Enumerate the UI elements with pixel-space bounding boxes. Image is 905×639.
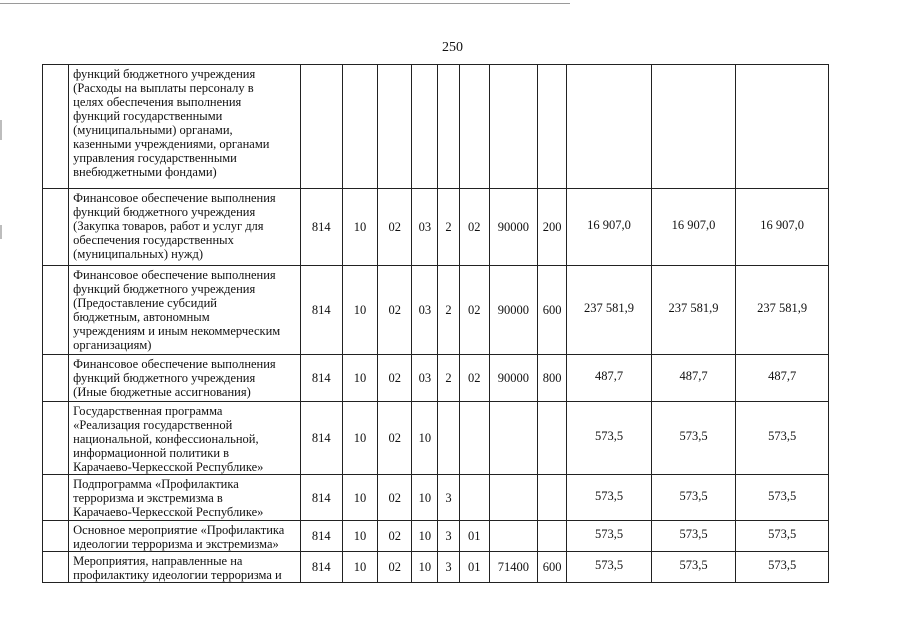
- amount-year1-cell: 573,5: [567, 552, 652, 583]
- grbs-cell: 814: [300, 355, 342, 402]
- grbs-cell: [300, 65, 342, 189]
- section-cell: 10: [342, 402, 377, 475]
- amount-year3-cell: 573,5: [736, 521, 829, 552]
- description-line: учреждениям и иным некоммерческим: [73, 324, 281, 338]
- grbs-cell: 814: [300, 402, 342, 475]
- section-cell: 10: [342, 266, 377, 355]
- amount-year3-cell: 16 907,0: [736, 189, 829, 266]
- description-cell: [69, 65, 300, 189]
- subprogram-cell: 3: [438, 475, 459, 521]
- subsection-cell: 02: [378, 266, 412, 355]
- description-line: функций бюджетного учреждения: [73, 67, 256, 81]
- subsection-cell: [378, 65, 412, 189]
- description-cell: [69, 402, 300, 475]
- direction-cell: [489, 402, 537, 475]
- program-cell: 03: [412, 266, 438, 355]
- table-row: [43, 266, 829, 355]
- main-activity-cell: 02: [459, 355, 489, 402]
- expense-type-cell: 600: [538, 266, 567, 355]
- amount-year3-cell: 487,7: [736, 355, 829, 402]
- subprogram-cell: [438, 402, 459, 475]
- table-row: [43, 402, 829, 475]
- direction-cell: 71400: [489, 552, 537, 583]
- expense-type-cell: [538, 402, 567, 475]
- description-line: (Расходы на выплаты персоналу в: [73, 81, 254, 95]
- main-activity-cell: 02: [459, 266, 489, 355]
- description-line: организациям): [73, 338, 152, 352]
- row-number-cell: [43, 475, 69, 521]
- program-cell: [412, 65, 438, 189]
- grbs-cell: 814: [300, 189, 342, 266]
- program-cell: 10: [412, 521, 438, 552]
- description-line: (Иные бюджетные ассигнования): [73, 385, 251, 399]
- description-line: Подпрограмма «Профилактика: [73, 477, 239, 491]
- direction-cell: 90000: [489, 355, 537, 402]
- description-line: Финансовое обеспечение выполнения: [73, 191, 276, 205]
- main-activity-cell: 01: [459, 521, 489, 552]
- section-cell: 10: [342, 189, 377, 266]
- direction-cell: [489, 521, 537, 552]
- description-line: Финансовое обеспечение выполнения: [73, 268, 276, 282]
- expense-type-cell: [538, 475, 567, 521]
- section-cell: 10: [342, 475, 377, 521]
- subprogram-cell: 3: [438, 552, 459, 583]
- direction-cell: 90000: [489, 266, 537, 355]
- expense-type-cell: 600: [538, 552, 567, 583]
- subsection-cell: 02: [378, 521, 412, 552]
- row-number-cell: [43, 266, 69, 355]
- description-line: национальной, конфессиональной,: [73, 432, 259, 446]
- description-cell: [69, 266, 300, 355]
- description-line: (муниципальных) нужд): [73, 247, 204, 261]
- subsection-cell: 02: [378, 552, 412, 583]
- grbs-cell: 814: [300, 266, 342, 355]
- table-row: [43, 65, 829, 189]
- description-cell: [69, 189, 300, 266]
- amount-year1-cell: 573,5: [567, 475, 652, 521]
- subsection-cell: 02: [378, 189, 412, 266]
- section-cell: 10: [342, 355, 377, 402]
- description-line: функций бюджетного учреждения: [73, 205, 256, 219]
- scan-edge-mark: [0, 225, 2, 239]
- amount-year2-cell: 487,7: [651, 355, 736, 402]
- amount-year2-cell: 573,5: [651, 475, 736, 521]
- row-number-cell: [43, 355, 69, 402]
- subprogram-cell: 2: [438, 189, 459, 266]
- table-body: [43, 65, 829, 583]
- scan-edge-mark: [0, 120, 2, 140]
- page-number: 250: [442, 40, 463, 55]
- amount-year1-cell: 487,7: [567, 355, 652, 402]
- budget-table: [42, 64, 829, 583]
- table-row: [43, 189, 829, 266]
- description-cell: [69, 475, 300, 521]
- table-row: [43, 552, 829, 583]
- section-cell: [342, 65, 377, 189]
- description-line: (Предоставление субсидий: [73, 296, 217, 310]
- row-number-cell: [43, 189, 69, 266]
- table-row: [43, 475, 829, 521]
- description-line: функций бюджетного учреждения: [73, 371, 256, 385]
- section-cell: 10: [342, 521, 377, 552]
- description-line: бюджетным, автономным: [73, 310, 210, 324]
- program-cell: 10: [412, 475, 438, 521]
- row-number-cell: [43, 402, 69, 475]
- description-line: (муниципальными) органами,: [73, 123, 233, 137]
- amount-year1-cell: 573,5: [567, 402, 652, 475]
- subsection-cell: 02: [378, 355, 412, 402]
- top-rule: [0, 3, 570, 4]
- description-cell: [69, 521, 300, 552]
- description-cell: [69, 355, 300, 402]
- description-line: терроризма и экстремизма в: [73, 491, 223, 505]
- direction-cell: 90000: [489, 189, 537, 266]
- amount-year2-cell: 237 581,9: [651, 266, 736, 355]
- expense-type-cell: [538, 521, 567, 552]
- grbs-cell: 814: [300, 475, 342, 521]
- direction-cell: [489, 65, 537, 189]
- subsection-cell: 02: [378, 475, 412, 521]
- amount-year2-cell: 16 907,0: [651, 189, 736, 266]
- description-line: Основное мероприятие «Профилактика: [73, 523, 285, 537]
- grbs-cell: 814: [300, 521, 342, 552]
- amount-year3-cell: [736, 65, 829, 189]
- grbs-cell: 814: [300, 552, 342, 583]
- main-activity-cell: [459, 475, 489, 521]
- description-line: обеспечения государственных: [73, 233, 234, 247]
- amount-year2-cell: 573,5: [651, 521, 736, 552]
- direction-cell: [489, 475, 537, 521]
- description-line: «Реализация государственной: [73, 418, 233, 432]
- description-line: функций государственными: [73, 109, 223, 123]
- amount-year1-cell: 237 581,9: [567, 266, 652, 355]
- description-line: внебюджетными фондами): [73, 165, 217, 179]
- subsection-cell: 02: [378, 402, 412, 475]
- expense-type-cell: 200: [538, 189, 567, 266]
- subprogram-cell: 3: [438, 521, 459, 552]
- row-number-cell: [43, 521, 69, 552]
- main-activity-cell: [459, 65, 489, 189]
- description-line: идеологии терроризма и экстремизма»: [73, 537, 279, 551]
- row-number-cell: [43, 65, 69, 189]
- program-cell: 10: [412, 402, 438, 475]
- amount-year2-cell: 573,5: [651, 552, 736, 583]
- amount-year1-cell: 573,5: [567, 521, 652, 552]
- subprogram-cell: [438, 65, 459, 189]
- description-line: Финансовое обеспечение выполнения: [73, 357, 276, 371]
- amount-year2-cell: [651, 65, 736, 189]
- main-activity-cell: [459, 402, 489, 475]
- amount-year1-cell: 16 907,0: [567, 189, 652, 266]
- description-line: казенными учреждениями, органами: [73, 137, 270, 151]
- program-cell: 10: [412, 552, 438, 583]
- subprogram-cell: 2: [438, 266, 459, 355]
- amount-year3-cell: 237 581,9: [736, 266, 829, 355]
- description-line: информационной политики в: [73, 446, 230, 460]
- subprogram-cell: 2: [438, 355, 459, 402]
- description-line: Мероприятия, направленные на: [73, 554, 243, 568]
- amount-year1-cell: [567, 65, 652, 189]
- description-line: управления государственными: [73, 151, 237, 165]
- main-activity-cell: 02: [459, 189, 489, 266]
- description-line: (Закупка товаров, работ и услуг для: [73, 219, 264, 233]
- section-cell: 10: [342, 552, 377, 583]
- expense-type-cell: [538, 65, 567, 189]
- amount-year3-cell: 573,5: [736, 402, 829, 475]
- amount-year2-cell: 573,5: [651, 402, 736, 475]
- amount-year3-cell: 573,5: [736, 475, 829, 521]
- description-line: Государственная программа: [73, 404, 223, 418]
- program-cell: 03: [412, 355, 438, 402]
- expense-type-cell: 800: [538, 355, 567, 402]
- program-cell: 03: [412, 189, 438, 266]
- description-cell: [69, 552, 300, 583]
- description-line: целях обеспечения выполнения: [73, 95, 242, 109]
- row-number-cell: [43, 552, 69, 583]
- table-row: [43, 355, 829, 402]
- main-activity-cell: 01: [459, 552, 489, 583]
- table-row: [43, 521, 829, 552]
- amount-year3-cell: 573,5: [736, 552, 829, 583]
- description-line: функций бюджетного учреждения: [73, 282, 256, 296]
- description-line: Карачаево-Черкесской Республике»: [73, 460, 264, 474]
- description-line: Карачаево-Черкесской Республике»: [73, 505, 264, 519]
- description-line: профилактику идеологии терроризма и: [73, 568, 282, 582]
